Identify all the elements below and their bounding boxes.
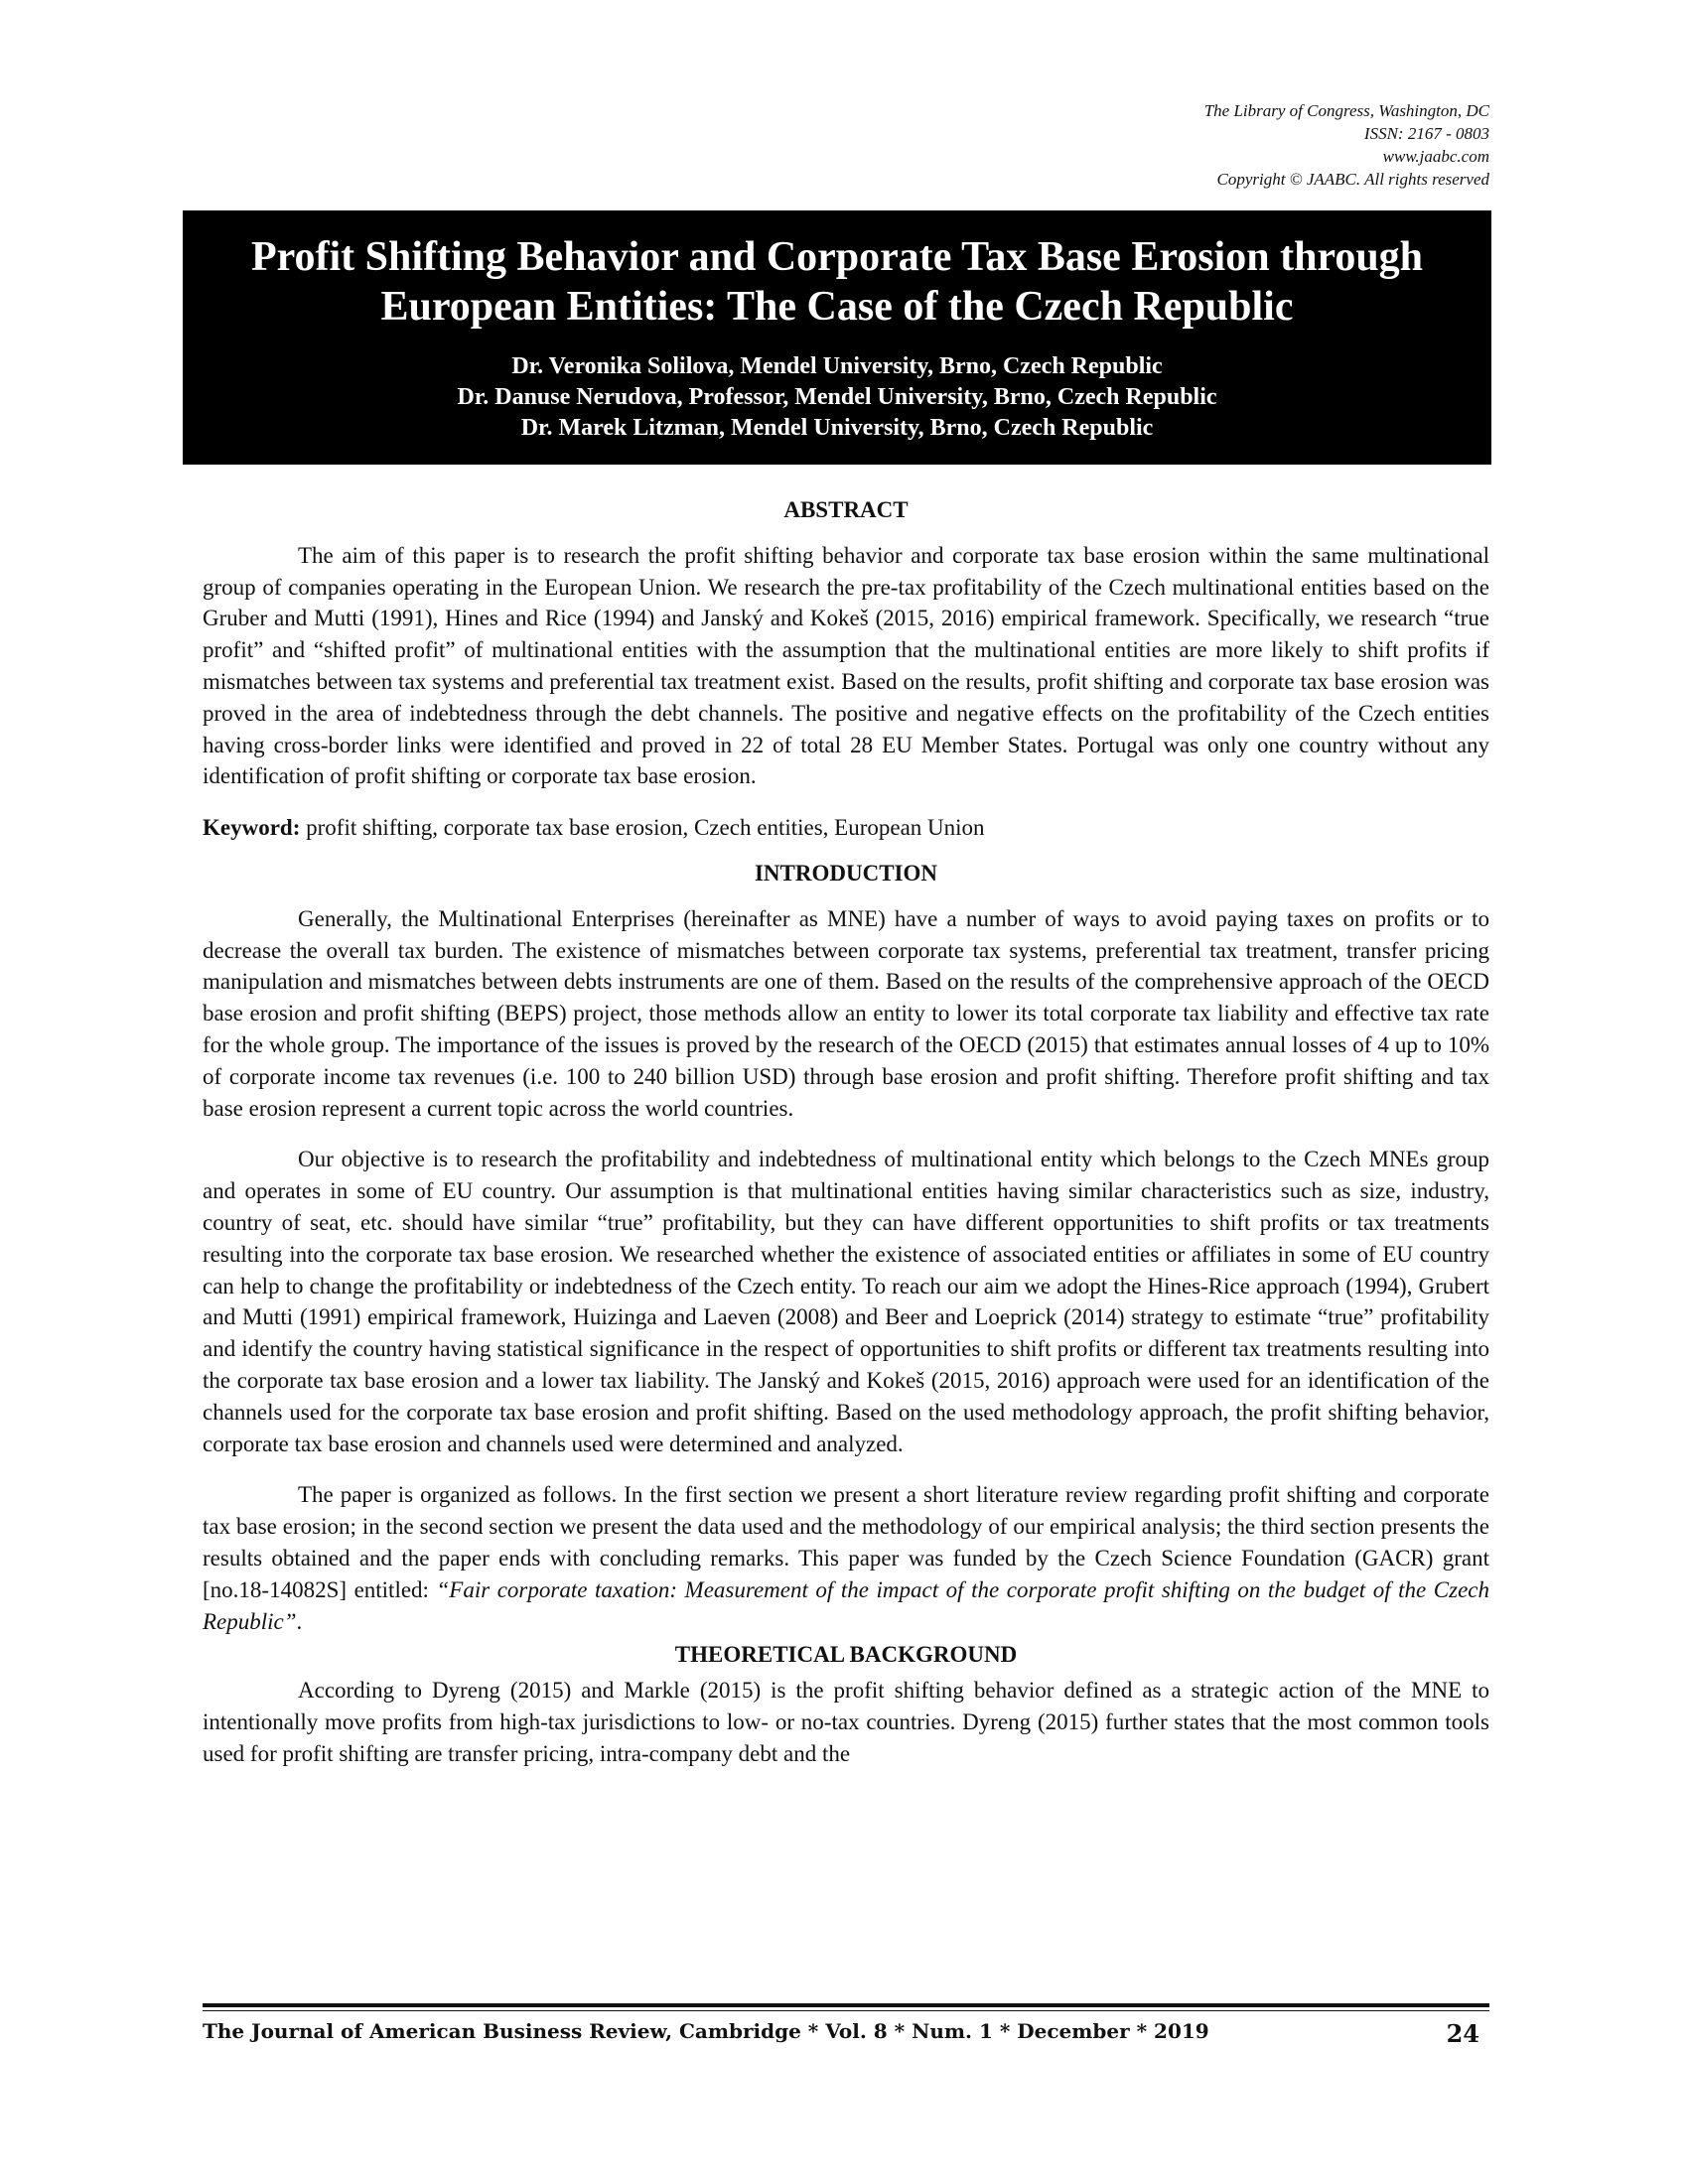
paper-title: Profit Shifting Behavior and Corporate Tax Base Erosion through European Entities: The Case of the Czech Republic bbox=[250, 234, 1424, 330]
author-3: Dr. Marek Litzman, Mendel University, Brno, Czech Republic bbox=[520, 415, 1154, 441]
abstract-heading: ABSTRACT bbox=[783, 497, 909, 522]
paper-body bbox=[203, 494, 1489, 1769]
theoretical-paragraph-1: According to Dyreng (2015) and Markle (2015) is the profit shifting behavior defined as a strategic action of the MNE to intentionally move profits from high-tax jurisdictions to low- or no-tax countries. Dyreng (2015) further states that the most common tools used for profit shifting are transfer pricing, intra-company debt and the bbox=[203, 1678, 1489, 1766]
abstract-text: The aim of this paper is to research the profit shifting behavior and corporate tax base erosion within the same multinational group of companies operating in the European Union. We research the pre-tax profitability of the Czech multinational entities based on the Gruber and Mutti (1991), Hines and Rice (1994) and Janský and Kokeš (2015, 2016) empirical framework. Specifically, we research “true profit” and “shifted profit” of multinational entities with the assumption that the multinational entities are more likely to shift profits if mismatches between tax systems and preferential tax treatment exist. Based on the results, profit shifting and corporate tax base erosion was proved in the area of indebtedness through the debt channels. The positive and negative effects on the profitability of the Czech entities having cross-border links were identified and proved in 22 of total 28 EU Member States. Portugal was only one country without any identification of profit shifting or corporate tax base erosion. bbox=[203, 542, 1489, 789]
page-footer bbox=[203, 2019, 1489, 2053]
theoretical-background-heading: THEORETICAL BACKGROUND bbox=[674, 1642, 1018, 1668]
title-banner bbox=[183, 210, 1491, 465]
introduction-paragraph-2: Our objective is to research the profitability and indebtedness of multinational entity which belongs to the Czech MNEs group and operates in some of EU country. Our assumption is that multinational entities having similar characteristics such as size, industry, country of seat, etc. should have similar “true” profitability, but they can have different opportunities to shift profits or tax treatments resulting into the corporate tax base erosion. We researched whether the existence of associated entities or affiliates in some of EU country can help to change the profitability or indebtedness of the Czech entity. To reach our aim we adopt the Hines-Rice approach (1994), Grubert and Mutti (1991) empirical framework, Huizinga and Laeven (2008) and Beer and Loeprick (2014) strategy to estimate “true” profitability and identify the country having statistical significance in the respect of opportunities to shift profits or different tax treatments resulting into the corporate tax base erosion and a lower tax liability. The Janský and Kokeš (2015, 2016) approach were used for an identification of the channels used for the corporate tax base erosion and profit shifting. Based on the used methodology approach, the profit shifting behavior, corporate tax base erosion and channels used were determined and analyzed. bbox=[203, 1147, 1489, 1456]
footer-journal-info: The Journal of American Business Review, Cambridge * Vol. 8 * Num. 1 * December * 2019 bbox=[203, 2019, 1209, 2043]
author-1: Dr. Veronika Solilova, Mendel University, Brno, Czech Republic bbox=[511, 353, 1163, 379]
footer-rule-thin bbox=[203, 2010, 1489, 2011]
author-list bbox=[183, 351, 1491, 444]
introduction-paragraph-3 bbox=[203, 1479, 1489, 1637]
keywords bbox=[203, 812, 1489, 844]
intro-p3-end: . bbox=[296, 1608, 303, 1634]
masthead-issn: ISSN: 2167 - 0803 bbox=[1363, 124, 1489, 143]
masthead-library: The Library of Congress, Washington, DC bbox=[1203, 101, 1489, 120]
keywords-text: profit shifting, corporate tax base erosion, Czech entities, European Union bbox=[300, 815, 985, 841]
author-2: Dr. Danuse Nerudova, Professor, Mendel University, Brno, Czech Republic bbox=[457, 384, 1217, 410]
masthead-website: www.jaabc.com bbox=[1382, 147, 1489, 166]
intro-p3-text: The paper is organized as follows. In the first section we present a short literature review regarding profit shifting and corporate tax base erosion; in the second section we present the data used and the methodology of our empirical analysis; the third section presents the results obtained and the paper ends with concluding remarks. This paper was funded by the Czech Science Foundation (GACR) grant [no.18-14082S] entitled: bbox=[203, 1482, 1489, 1602]
grant-title: “Fair corporate taxation: Measurement of the impact of the corporate profit shifting on the budget of the Czech Republic” bbox=[203, 1576, 1489, 1634]
footer-rule-thick bbox=[203, 2003, 1489, 2007]
introduction-heading: INTRODUCTION bbox=[754, 860, 938, 886]
keywords-label: Keyword: bbox=[203, 815, 301, 841]
masthead-copyright: Copyright © JAABC. All rights reserved bbox=[1216, 170, 1489, 189]
page-number: 24 bbox=[1446, 2019, 1479, 2048]
introduction-paragraph-1: Generally, the Multinational Enterprises (hereinafter as MNE) have a number of ways to avoid paying taxes on profits or to decrease the overall tax burden. The existence of mismatches between corporate tax systems, preferential tax treatment, transfer pricing manipulation and mismatches between debts instruments are one of them. Based on the results of the comprehensive approach of the OECD base erosion and profit shifting (BEPS) project, those methods allow an entity to lower its total corporate tax liability and effective tax rate for the whole group. The importance of the issues is proved by the research of the OECD (2015) that estimates annual losses of 4 up to 10% of corporate income tax revenues (i.e. 100 to 240 billion USD) through base erosion and profit shifting. Therefore profit shifting and tax base erosion represent a current topic across the world countries. bbox=[203, 905, 1489, 1121]
masthead bbox=[1204, 99, 1489, 191]
